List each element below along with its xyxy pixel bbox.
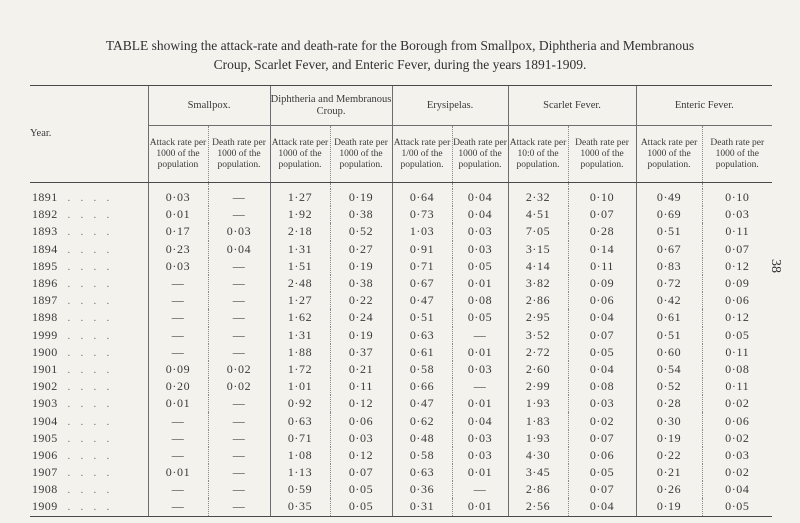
table-row: [30, 412, 772, 429]
year-cell: [30, 241, 148, 258]
dot-leader: . . . .: [67, 261, 114, 273]
group-header-row: [30, 86, 772, 126]
year-cell: [30, 292, 148, 309]
diphtheria-attack-header: Attack rate per 1000 of the population.: [270, 126, 330, 183]
rate-cell: 2·32: [508, 189, 568, 206]
rate-cell: 0·19: [330, 189, 392, 206]
dot-leader: . . . .: [67, 416, 114, 428]
dot-leader: . . . .: [67, 279, 114, 291]
group-header-enteric-fever: Enteric Fever.: [636, 86, 772, 126]
rate-cell: 2·95: [508, 309, 568, 326]
rate-cell: 0·19: [636, 498, 702, 516]
rate-cell: 0·61: [392, 344, 452, 361]
rate-cell: 0·20: [148, 378, 208, 395]
year-cell: [30, 206, 148, 223]
rate-cell: 0·03: [452, 361, 508, 378]
rate-cell: 0·22: [636, 447, 702, 464]
rate-cell: —: [208, 327, 270, 344]
rate-cell: 3·52: [508, 327, 568, 344]
rate-cell: 0·01: [148, 464, 208, 481]
table-row: [30, 223, 772, 240]
dot-leader: . . . .: [67, 433, 114, 445]
rate-cell: —: [208, 481, 270, 498]
smallpox-death-header: Death rate per 1000 of the population.: [208, 126, 270, 183]
rate-cell: 2·48: [270, 275, 330, 292]
rate-cell: 0·07: [568, 481, 636, 498]
caption-line-2: Croup, Scarlet Fever, and Enteric Fever, during the years 1891-1909.: [213, 57, 587, 72]
rate-cell: 0·01: [148, 206, 208, 223]
rate-cell: 0·07: [568, 206, 636, 223]
rate-cell: 0·06: [702, 292, 772, 309]
rate-cell: 7·05: [508, 223, 568, 240]
rate-cell: 0·63: [270, 412, 330, 429]
rate-cell: 0·48: [392, 430, 452, 447]
rate-cell: —: [148, 309, 208, 326]
rate-cell: 0·35: [270, 498, 330, 516]
rate-cell: —: [148, 275, 208, 292]
dot-leader: . . . .: [67, 227, 114, 239]
rate-cell: 0·31: [392, 498, 452, 516]
rate-cell: 1·27: [270, 189, 330, 206]
rate-cell: 1·51: [270, 258, 330, 275]
dot-leader: . . . .: [67, 468, 114, 480]
rate-cell: —: [208, 464, 270, 481]
rate-cell: 1·83: [508, 412, 568, 429]
year-value: 1906: [32, 447, 58, 462]
table-row: [30, 378, 772, 395]
rate-cell: 0·49: [636, 189, 702, 206]
year-cell: [30, 309, 148, 326]
year-value: 1895: [32, 258, 58, 273]
rate-cell: —: [148, 430, 208, 447]
rate-cell: 0·51: [636, 327, 702, 344]
rate-cell: 0·03: [702, 447, 772, 464]
rate-cell: 0·47: [392, 292, 452, 309]
year-cell: [30, 395, 148, 412]
year-value: 1896: [32, 276, 58, 291]
dot-leader: . . . .: [67, 347, 114, 359]
rate-cell: —: [208, 309, 270, 326]
rate-cell: —: [148, 292, 208, 309]
year-cell: [30, 412, 148, 429]
rate-cell: 1·93: [508, 430, 568, 447]
rate-cell: 0·28: [636, 395, 702, 412]
rate-cell: 0·04: [568, 361, 636, 378]
rate-cell: 2·99: [508, 378, 568, 395]
enteric-fever-death-header: Death rate per 1000 of the population.: [702, 126, 772, 183]
rate-cell: 0·36: [392, 481, 452, 498]
rate-cell: 1·31: [270, 327, 330, 344]
rate-cell: 0·69: [636, 206, 702, 223]
rate-cell: 0·06: [568, 447, 636, 464]
rate-cell: 0·03: [568, 395, 636, 412]
rate-cell: 0·06: [702, 412, 772, 429]
dot-leader: . . . .: [67, 330, 114, 342]
rate-cell: 0·02: [208, 378, 270, 395]
dot-leader: . . . .: [67, 296, 114, 308]
table-row: [30, 498, 772, 516]
table-row: [30, 447, 772, 464]
table-row: [30, 189, 772, 206]
rate-cell: 0·62: [392, 412, 452, 429]
rate-cell: 4·51: [508, 206, 568, 223]
year-value: 1901: [32, 361, 58, 376]
rate-cell: 0·01: [452, 275, 508, 292]
rate-cell: —: [148, 327, 208, 344]
rate-cell: 0·21: [636, 464, 702, 481]
rate-cell: 0·01: [452, 464, 508, 481]
rate-cell: 4·14: [508, 258, 568, 275]
year-cell: [30, 189, 148, 206]
rate-cell: —: [148, 344, 208, 361]
rate-cell: 1·03: [392, 223, 452, 240]
rate-cell: 0·04: [702, 481, 772, 498]
rate-cell: 0·09: [702, 275, 772, 292]
rate-cell: 0·10: [568, 189, 636, 206]
rate-cell: 0·19: [636, 430, 702, 447]
rate-cell: 0·11: [330, 378, 392, 395]
rate-cell: 0·71: [392, 258, 452, 275]
year-column-header: Year.: [30, 86, 148, 183]
rate-cell: —: [148, 481, 208, 498]
table-row: [30, 258, 772, 275]
table-row: [30, 430, 772, 447]
rate-cell: 0·05: [702, 498, 772, 516]
rate-cell: —: [208, 412, 270, 429]
rate-cell: 0·03: [148, 258, 208, 275]
rates-table: [30, 85, 772, 517]
rate-cell: 0·09: [568, 275, 636, 292]
rate-cell: 1·01: [270, 378, 330, 395]
rate-cell: 0·58: [392, 361, 452, 378]
table-row: [30, 481, 772, 498]
rate-cell: 0·52: [636, 378, 702, 395]
rate-cell: 0·66: [392, 378, 452, 395]
table-caption: [40, 36, 760, 74]
rate-cell: 3·15: [508, 241, 568, 258]
rate-cell: 4·30: [508, 447, 568, 464]
rate-cell: 0·28: [568, 223, 636, 240]
rate-cell: 0·03: [452, 430, 508, 447]
year-value: 1891: [32, 190, 58, 205]
dot-leader: . . . .: [67, 210, 114, 222]
year-value: 1999: [32, 327, 58, 342]
year-value: 1905: [32, 430, 58, 445]
erysipelas-death-header: Death rate per 1000 of the population.: [452, 126, 508, 183]
rate-cell: —: [208, 395, 270, 412]
rate-cell: —: [208, 498, 270, 516]
rate-cell: 0·23: [148, 241, 208, 258]
rate-cell: 0·63: [392, 464, 452, 481]
enteric-fever-attack-header: Attack rate per 1000 of the population.: [636, 126, 702, 183]
dot-leader: . . . .: [67, 382, 114, 394]
rate-cell: 3·82: [508, 275, 568, 292]
rate-cell: 0·07: [330, 464, 392, 481]
diphtheria-death-header: Death rate per 1000 of the population.: [330, 126, 392, 183]
year-cell: [30, 430, 148, 447]
rate-cell: 0·92: [270, 395, 330, 412]
rate-cell: 0·02: [702, 430, 772, 447]
rate-cell: 0·12: [702, 258, 772, 275]
year-value: 1908: [32, 482, 58, 497]
rate-cell: 0·01: [452, 344, 508, 361]
group-header-smallpox: Smallpox.: [148, 86, 270, 126]
table-row: [30, 464, 772, 481]
year-value: 1900: [32, 344, 58, 359]
rate-cell: 0·05: [452, 258, 508, 275]
year-cell: [30, 327, 148, 344]
scarlet-fever-death-header: Death rate per 1000 of the population.: [568, 126, 636, 183]
rate-cell: 1·08: [270, 447, 330, 464]
rate-cell: 0·04: [208, 241, 270, 258]
rate-cell: 3·45: [508, 464, 568, 481]
rate-cell: 0·03: [330, 430, 392, 447]
rate-cell: 1·92: [270, 206, 330, 223]
table-row: [30, 327, 772, 344]
year-cell: [30, 344, 148, 361]
rate-cell: 0·72: [636, 275, 702, 292]
rate-cell: 0·71: [270, 430, 330, 447]
rate-cell: 0·83: [636, 258, 702, 275]
rate-cell: 0·08: [568, 378, 636, 395]
rate-cell: 0·05: [568, 464, 636, 481]
rate-cell: 0·05: [568, 344, 636, 361]
year-value: 1904: [32, 413, 58, 428]
rate-cell: 0·03: [208, 223, 270, 240]
rate-cell: 0·02: [702, 395, 772, 412]
scarlet-fever-attack-header: Attack rate per 10:0 of the population.: [508, 126, 568, 183]
rate-cell: 0·11: [702, 223, 772, 240]
rate-cell: 1·31: [270, 241, 330, 258]
rate-cell: 2·56: [508, 498, 568, 516]
dot-leader: . . . .: [67, 502, 114, 514]
rate-cell: 0·10: [702, 189, 772, 206]
rate-cell: 0·63: [392, 327, 452, 344]
rate-cell: 0·67: [392, 275, 452, 292]
dot-leader: . . . .: [67, 313, 114, 325]
rate-cell: —: [208, 189, 270, 206]
rate-cell: 1·13: [270, 464, 330, 481]
group-header-diphtheria: Diphtheria and Membranous Croup.: [270, 86, 392, 126]
rate-cell: 0·60: [636, 344, 702, 361]
rate-cell: 0·27: [330, 241, 392, 258]
rate-cell: 0·05: [330, 481, 392, 498]
rate-cell: 0·03: [452, 447, 508, 464]
rate-cell: 0·02: [208, 361, 270, 378]
year-value: 1903: [32, 396, 58, 411]
caption-line-1: TABLE showing the attack-rate and death-rate for the Borough from Smallpox, Diphtheria and Membranous: [105, 38, 695, 53]
rate-cell: 0·03: [702, 206, 772, 223]
rate-cell: 0·58: [392, 447, 452, 464]
rate-cell: 0·73: [392, 206, 452, 223]
rate-cell: 0·04: [452, 412, 508, 429]
rate-cell: 0·19: [330, 258, 392, 275]
year-cell: [30, 258, 148, 275]
rate-cell: 0·08: [452, 292, 508, 309]
rate-cell: 0·61: [636, 309, 702, 326]
table-row: [30, 241, 772, 258]
erysipelas-attack-header: Attack rate per 1/00 of the population.: [392, 126, 452, 183]
rate-cell: 0·22: [330, 292, 392, 309]
rate-cell: 0·03: [452, 241, 508, 258]
rate-cell: 0·04: [452, 189, 508, 206]
rate-cell: —: [208, 275, 270, 292]
rate-cell: 0·01: [148, 395, 208, 412]
rate-cell: —: [452, 481, 508, 498]
rate-cell: 1·93: [508, 395, 568, 412]
rate-cell: —: [208, 344, 270, 361]
smallpox-attack-header: Attack rate per 1000 of the population: [148, 126, 208, 183]
year-value: 1897: [32, 293, 58, 308]
rate-cell: —: [452, 327, 508, 344]
group-header-scarlet-fever: Scarlet Fever.: [508, 86, 636, 126]
year-cell: [30, 361, 148, 378]
rate-cell: 0·24: [330, 309, 392, 326]
rate-cell: 2·86: [508, 481, 568, 498]
dot-leader: . . . .: [67, 244, 114, 256]
rate-cell: 2·86: [508, 292, 568, 309]
year-value: 1909: [32, 499, 58, 514]
rate-cell: —: [148, 447, 208, 464]
rate-cell: 0·30: [636, 412, 702, 429]
rate-cell: 0·06: [330, 412, 392, 429]
dot-leader: . . . .: [67, 364, 114, 376]
rate-cell: —: [148, 412, 208, 429]
rate-cell: 0·09: [148, 361, 208, 378]
rate-cell: 0·05: [702, 327, 772, 344]
rate-cell: 0·51: [636, 223, 702, 240]
year-cell: [30, 378, 148, 395]
table-row: [30, 361, 772, 378]
rate-cell: 0·01: [452, 395, 508, 412]
rate-cell: 0·11: [568, 258, 636, 275]
table-body: [30, 189, 772, 516]
rate-cell: 0·19: [330, 327, 392, 344]
rate-cell: 0·08: [702, 361, 772, 378]
rate-cell: 0·17: [148, 223, 208, 240]
rate-cell: 0·91: [392, 241, 452, 258]
table-row: [30, 344, 772, 361]
rate-cell: 0·59: [270, 481, 330, 498]
rate-cell: 1·88: [270, 344, 330, 361]
rate-cell: 0·11: [702, 344, 772, 361]
rate-cell: 0·02: [568, 412, 636, 429]
year-cell: [30, 498, 148, 516]
rate-cell: —: [208, 447, 270, 464]
year-value: 1894: [32, 241, 58, 256]
year-cell: [30, 275, 148, 292]
rate-cell: 0·11: [702, 378, 772, 395]
year-value: 1902: [32, 379, 58, 394]
rate-cell: 0·07: [568, 327, 636, 344]
rate-cell: 0·67: [636, 241, 702, 258]
rate-cell: 0·51: [392, 309, 452, 326]
table-row: [30, 309, 772, 326]
table-row: [30, 292, 772, 309]
year-value: 1892: [32, 207, 58, 222]
year-cell: [30, 223, 148, 240]
rate-cell: 1·72: [270, 361, 330, 378]
rate-cell: 0·03: [148, 189, 208, 206]
rate-cell: 0·04: [452, 206, 508, 223]
dot-leader: . . . .: [67, 399, 114, 411]
rate-cell: —: [208, 206, 270, 223]
dot-leader: . . . .: [67, 485, 114, 497]
rate-cell: —: [452, 378, 508, 395]
year-value: 1898: [32, 310, 58, 325]
rate-cell: 0·02: [702, 464, 772, 481]
rate-cell: 0·64: [392, 189, 452, 206]
rate-cell: 0·47: [392, 395, 452, 412]
rate-cell: 0·14: [568, 241, 636, 258]
dot-leader: . . . .: [67, 450, 114, 462]
table-row: [30, 395, 772, 412]
rate-cell: 1·62: [270, 309, 330, 326]
year-value: 1907: [32, 465, 58, 480]
table-row: [30, 275, 772, 292]
rate-cell: 0·26: [636, 481, 702, 498]
rate-cell: 0·07: [702, 241, 772, 258]
rate-cell: 2·60: [508, 361, 568, 378]
rate-cell: 0·12: [330, 447, 392, 464]
rate-cell: 0·01: [452, 498, 508, 516]
group-header-erysipelas: Erysipelas.: [392, 86, 508, 126]
rate-cell: 0·03: [452, 223, 508, 240]
rate-cell: 0·38: [330, 275, 392, 292]
rate-cell: 0·12: [330, 395, 392, 412]
rate-cell: 0·37: [330, 344, 392, 361]
dot-leader: . . . .: [67, 193, 114, 205]
year-cell: [30, 481, 148, 498]
table-row: [30, 206, 772, 223]
rate-cell: 0·12: [702, 309, 772, 326]
year-cell: [30, 447, 148, 464]
year-cell: [30, 464, 148, 481]
rate-cell: —: [208, 258, 270, 275]
rate-cell: 0·06: [568, 292, 636, 309]
rate-cell: 0·38: [330, 206, 392, 223]
rate-cell: 2·72: [508, 344, 568, 361]
rate-cell: 1·27: [270, 292, 330, 309]
year-value: 1893: [32, 224, 58, 239]
rate-cell: —: [208, 292, 270, 309]
page-number: 38: [768, 259, 783, 273]
rate-cell: 0·05: [330, 498, 392, 516]
rate-cell: 0·05: [452, 309, 508, 326]
rate-cell: 0·54: [636, 361, 702, 378]
rate-cell: 0·04: [568, 498, 636, 516]
rate-cell: 2·18: [270, 223, 330, 240]
rate-cell: 0·42: [636, 292, 702, 309]
rate-cell: 0·07: [568, 430, 636, 447]
rate-cell: 0·21: [330, 361, 392, 378]
rate-cell: —: [148, 498, 208, 516]
rate-cell: —: [208, 430, 270, 447]
rate-cell: 0·52: [330, 223, 392, 240]
rate-cell: 0·04: [568, 309, 636, 326]
